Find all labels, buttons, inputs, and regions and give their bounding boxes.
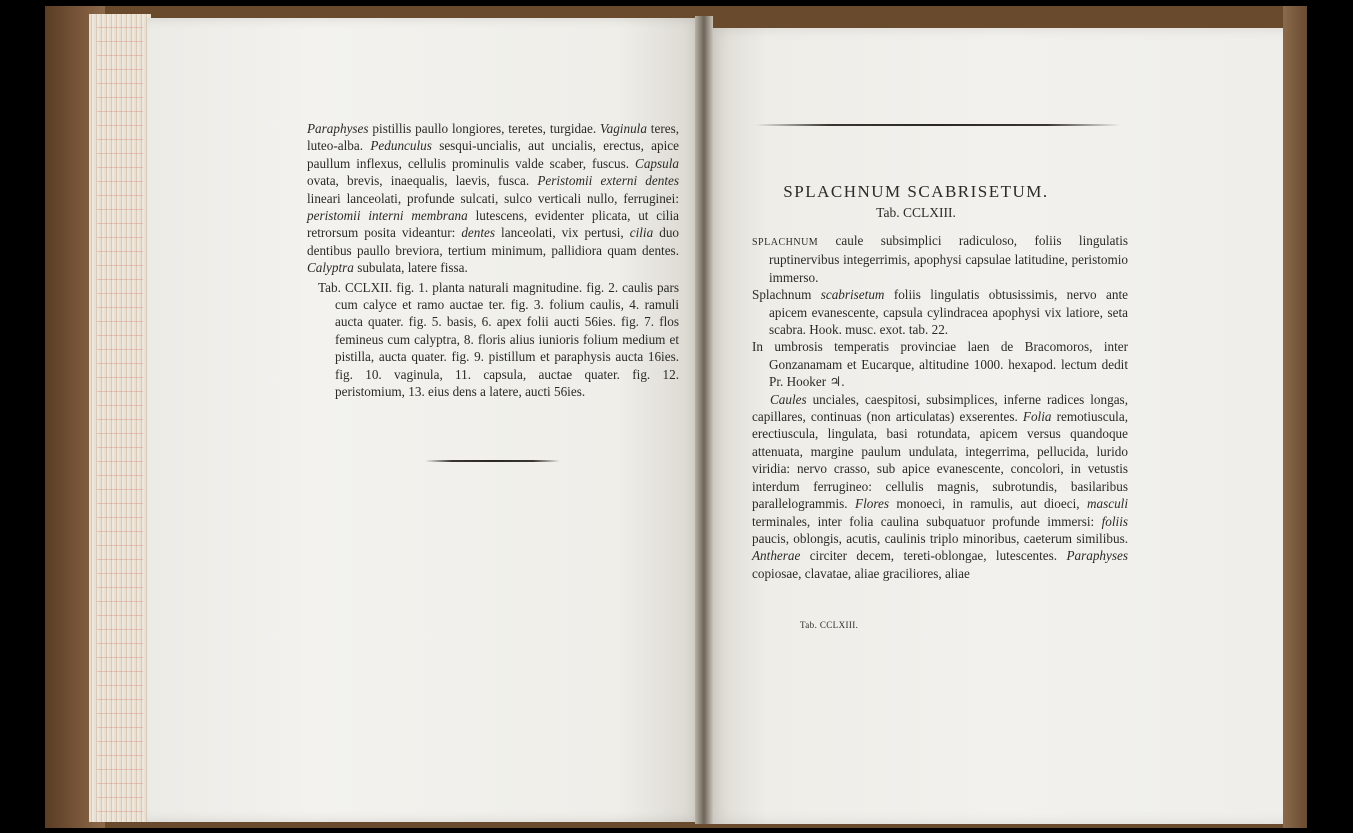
species-heading bbox=[706, 182, 1126, 221]
term-dentes: dentes bbox=[461, 225, 496, 241]
plate-number: Tab. CCLXIII. bbox=[876, 205, 956, 220]
book-cover-right-edge bbox=[1283, 6, 1307, 828]
page-signature: Tab. CCLXIII. bbox=[800, 620, 859, 630]
species-title: SPLACHNUM SCABRISETUM. bbox=[783, 182, 1049, 201]
term-capsula: Capsula bbox=[635, 155, 679, 171]
species-description: Caules unciales, caespitosi, subsimplices, inferne radices longas, capillares, continuas (non articulatas) exserentes. Folia remotiuscula, erectiuscula, lingulata, basi rotundata, apicem versus quandoque attenuata, margine paulum undulata, integerrima, pellucida, lurido viridia: nervo crasso, sub apice evanescente, concolori, in vetustis interdum ferrugineo: cellulis magnis, subrotundis, basilaribus parallelogrammis. Flores monoeci, in ramulis, aut dioeci, masculi terminales, inter folia caulina subquatuor profunde immersi: foliis paucis, oblongis, acutis, caulinis triplo minoribus, caeterum similibus. Antherae circiter decem, tereti-oblongae, lutescentes. Paraphyses copiosae, clavatae, aliae graciliores, aliae bbox=[752, 391, 1129, 581]
term-paraphyses: Paraphyses bbox=[307, 121, 369, 136]
red-sprinkled-edge bbox=[97, 18, 143, 818]
term-cilia: cilia bbox=[629, 225, 654, 241]
right-page-body bbox=[752, 232, 1128, 582]
term-calyptra: Calyptra bbox=[307, 260, 354, 276]
term-peristomii-externi: Peristomii externi dentes bbox=[537, 173, 679, 189]
term-pedunculus: Pedunculus bbox=[370, 138, 432, 154]
term-vaginula: Vaginula bbox=[600, 121, 647, 136]
left-paragraph-description: Paraphyses pistillis paullo longiores, teretes, turgidae. Vaginula teres, luteo-alba. Pedunculus sesqui-uncialis, aut uncialis, erectus, apice paullum inflexus, cellulis prominulis valde scaber, fuscus. Capsula ovata, brevis, inaequalis, laevis, fusca. Peristomii externi dentes lineari lanceolati, profunde sulcati, sulco verticali nullo, ferruginei: peristomii interni membrana lutescens, evidenter plicata, ut cilia retrorsum posita videantur: dentes lanceolati, vix pertusi, cilia duo dentibus paullo breviora, tertium minimum, pallidiora quam dentes. Calyptra subulata, latere fissa. bbox=[307, 121, 680, 276]
synonym-citation: Splachnum scabrisetum foliis lingulatis obtusissimis, nervo ante apicem evanescente, capsula cylindracea apophysi vix latiore, seta scabra. Hook. musc. exot. tab. 22. bbox=[752, 287, 1128, 338]
species-diagnosis: SPLACHNUM caule subsimplici radiculoso, foliis lingulatis ruptinervibus integerrimis, apophysi capsulae latitudine, peristomio immerso. bbox=[752, 233, 1128, 285]
left-page-end-rule bbox=[425, 460, 560, 462]
habitat: In umbrosis temperatis provinciae laen de Bracomoros, inter Gonzanamam et Eucarque, altitudine 1000. hexapod. lectum dedit Pr. Hooker ♃. bbox=[752, 339, 1128, 390]
right-page-top-rule bbox=[755, 124, 1120, 126]
book-gutter bbox=[695, 16, 713, 824]
left-page-body bbox=[307, 120, 679, 401]
plate-explanation-ccLXII: Tab. CCLXII. fig. 1. planta naturali magnitudine. fig. 2. caulis pars cum calyce et ramo auctae ter. fig. 3. folium caulis, 4. ramuli aucta quater. fig. 5. basis, 6. apex folii aucti 56ies. fig. 7. flos femineus cum calyptra, 8. floris alius iunioris folium medium et pistilla, aucta quater. fig. 9. pistillum et paraphysis aucta 16ies. fig. 10. vaginula, 11. capsula, auctae quater. fig. 12. peristomium, 13. eius dens a latere, aucti 56ies. bbox=[318, 279, 679, 400]
term-peristomii-interni: peristomii interni membrana bbox=[307, 208, 468, 224]
